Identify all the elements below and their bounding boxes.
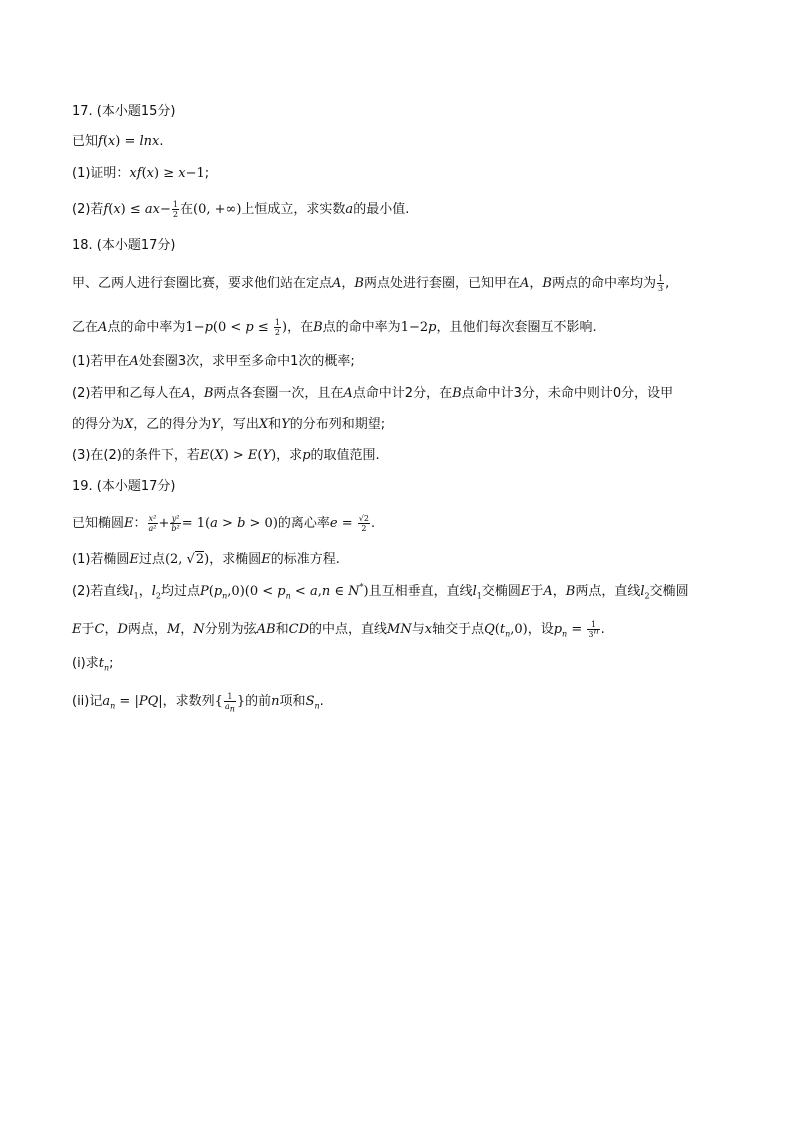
fraction-one-half: $\frac{1}{2}$ bbox=[172, 200, 178, 219]
fraction-sqrt2-2: $\frac{√2}{2}$ bbox=[358, 514, 369, 533]
q18-part2-line1: (2)若甲和乙每人在A，B两点各套圈一次，且在A点命中计2分，在B点命中计3分，未命中则计0分，设甲 bbox=[72, 386, 674, 401]
fraction-one-half: $\frac{1}{2}$ bbox=[274, 318, 281, 337]
q18-line2: 乙在A点的命中率为1−p(0 < p ≤ $\frac{1}{2}$ )，在B点的命中率为1−2p，且他们每次套圈互不影响. bbox=[72, 318, 597, 337]
q17-part2: (2)若f(x) ≤ ax− $\frac{1}{2}$ 在(0, +∞)上恒成立，求实数a的最小值. bbox=[72, 200, 410, 219]
q18-header: 18. (本小题17分) bbox=[72, 238, 176, 253]
q18-part3: (3)在(2)的条件下，若E(X) > E(Y)，求p的取值范围. bbox=[72, 448, 380, 463]
fraction-x2-a2: $\frac{\text{x²}}{\text{a²}}$ bbox=[148, 514, 157, 533]
q17-stem-text: 已知 bbox=[72, 134, 99, 149]
q18-part2-line2: 的得分为X，乙的得分为Y，写出X和Y的分布列和期望; bbox=[72, 417, 386, 432]
fraction-one-third: $\frac{1}{3}$ bbox=[657, 274, 664, 293]
q19-header: 19. (本小题17分) bbox=[72, 479, 176, 494]
q19-part1: (1)若椭圆E过点(2, √2)，求椭圆E的标准方程. bbox=[72, 552, 340, 567]
q19-part2-line2: E于C，D两点，M，N分别为弦AB和CD的中点，直线MN与x轴交于点$Q(t_n,0)$，设$p_n$ = $\frac{1}{3^n}$ . bbox=[72, 620, 605, 639]
q19-part-ii: (ii)记$a_n = |PQ|$，求数列{ $\frac{1}{a_n}$ }的前n项和$S_n$. bbox=[72, 692, 324, 714]
q17-part1: (1)证明：xf(x) ≥ x−1; bbox=[72, 166, 210, 181]
q18-line1: 甲、乙两人进行套圈比赛，要求他们站在定点A，B两点处进行套圈，已知甲在A，B两点的命中率均为 $\frac{1}{3}$ , bbox=[72, 274, 670, 293]
fraction-y2-b2: $\frac{\text{y²}}{\text{b²}}$ bbox=[171, 514, 180, 533]
q19-part-i: (i)求$t_n$; bbox=[72, 656, 114, 673]
q18-part1: (1)若甲在A处套圈3次，求甲至多命中1次的概率; bbox=[72, 354, 355, 369]
q19-stem: 已知椭圆E： $\frac{\text{x²}}{\text{a²}}$ + $\frac{\text{y²}}{\text{b²}}$ = 1(a > b > 0)的离心率e = $\frac{√2}{2}$ . bbox=[72, 514, 376, 533]
q19-part2-line1: (2)若直线$l_1$，$l_2$均过点$P(p_n,0)(0 < p_n < a,n$ ∈ N*)且互相垂直，直线$l_1$交椭圆E于A，B两点，直线$l_2$交椭圆 bbox=[72, 582, 689, 601]
fraction-one-over-an: $\frac{1}{a_n}$ bbox=[224, 692, 235, 714]
q17-part1-label: (1)证明： bbox=[72, 166, 130, 181]
fraction-one-over-3n: $\frac{1}{3^n}$ bbox=[588, 620, 599, 639]
q17-header: 17. (本小题15分) bbox=[72, 104, 176, 119]
q17-part2-label: (2)若 bbox=[72, 202, 104, 217]
q17-stem: 已知f(x) = lnx. bbox=[72, 134, 164, 149]
